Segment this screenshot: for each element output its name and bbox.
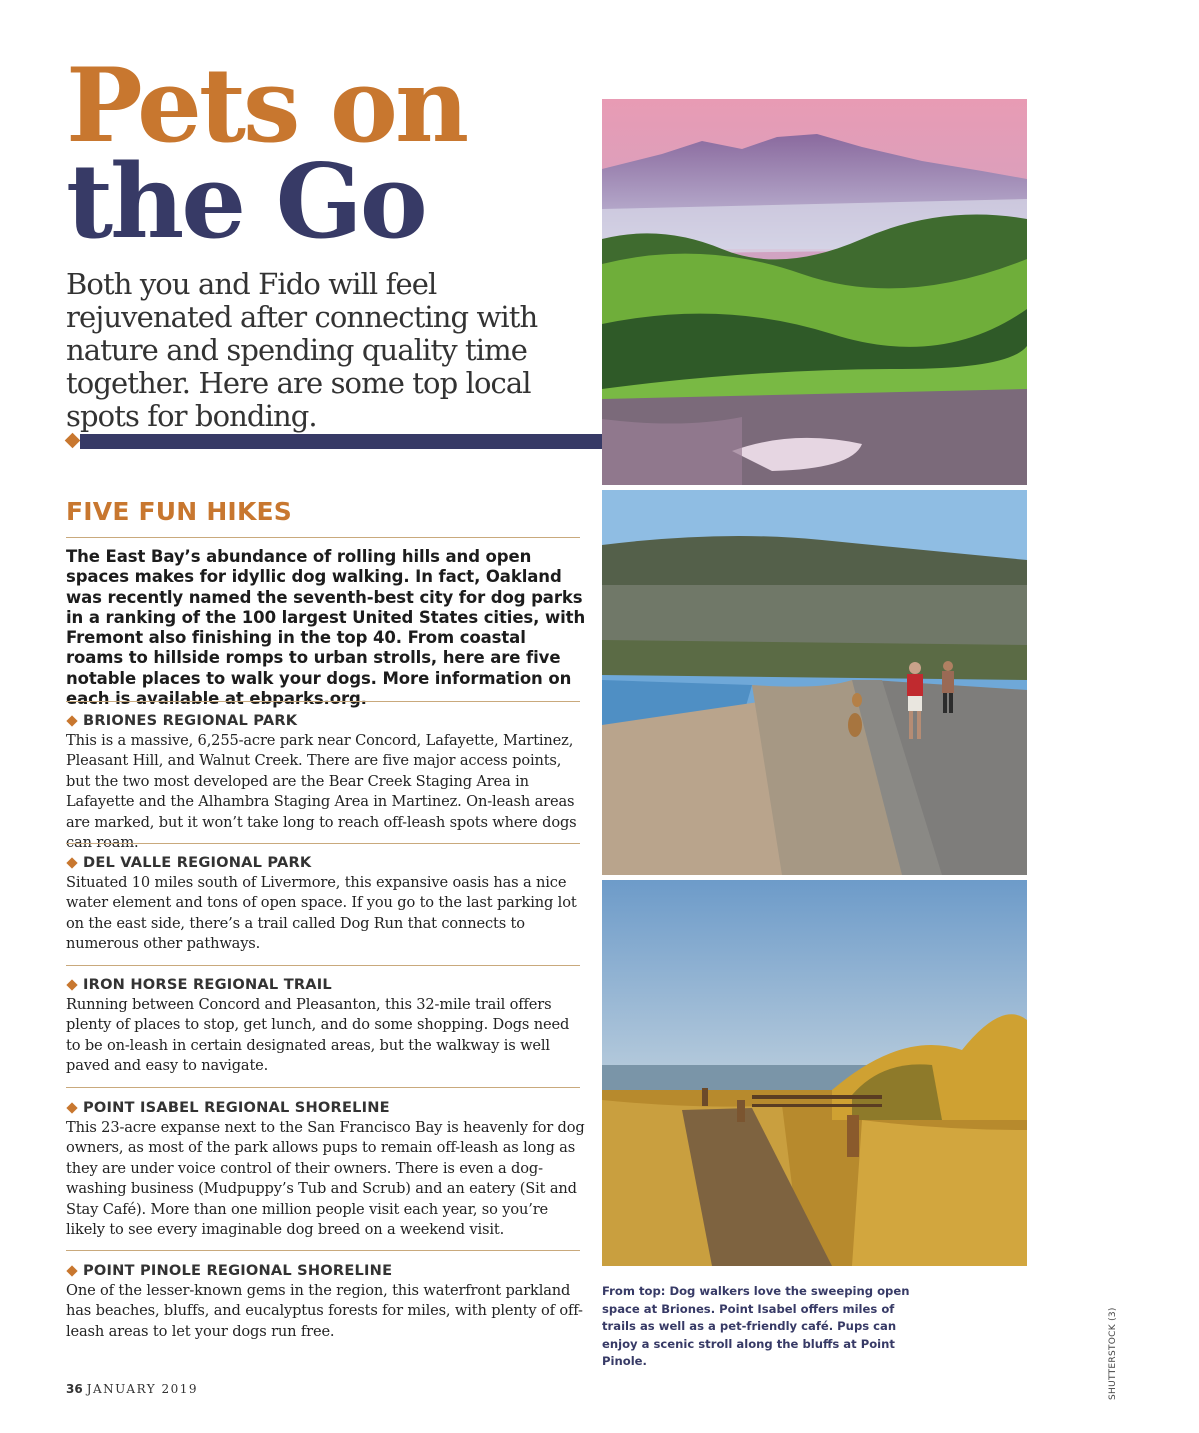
hike-name: IRON HORSE REGIONAL TRAIL [83, 976, 332, 993]
photo-caption: From top: Dog walkers love the sweeping open space at Briones. Point Isabel offers miles of trails as well as a pet-friendly café. Pups can enjoy a scenic stroll along the bluffs at Point Pinole. [602, 1284, 910, 1368]
diamond-bullet-icon [66, 1265, 77, 1276]
divider-bar [80, 434, 602, 449]
divider-line [66, 1250, 580, 1251]
page-number: 36 [66, 1382, 83, 1396]
hike-entry-briones [66, 711, 586, 853]
photo-briones-hills [602, 99, 1027, 485]
photo-point-pinole-bluffs [602, 880, 1027, 1266]
divider-line [66, 1087, 580, 1088]
hike-entry-point-isabel [66, 1098, 586, 1240]
diamond-bullet-icon [66, 715, 77, 726]
hike-heading [66, 975, 586, 995]
page-folio [66, 1382, 198, 1396]
hike-name: DEL VALLE REGIONAL PARK [83, 854, 312, 871]
hike-description: Situated 10 miles south of Livermore, this expansive oasis has a nice water element and tons of open space. If you go to the last parking lot on the east side, there’s a trail called Dog Run that connects to numerous other pathways. [66, 874, 577, 953]
hike-description: One of the lesser-known gems in the region, this waterfront parkland has beaches, bluffs, and eucalyptus forests for miles, with plenty of off-leash areas to let your dogs run free. [66, 1282, 583, 1340]
article-title [66, 46, 467, 262]
hike-entry-iron-horse [66, 975, 586, 1077]
divider-line [66, 843, 580, 844]
divider-diamond [65, 433, 81, 449]
diamond-bullet-icon [66, 1102, 77, 1113]
intro-paragraph: The East Bay’s abundance of rolling hills and open spaces makes for idyllic dog walking. In fact, Oakland was recently named the seventh-best city for dog parks in a ranking of the 100 largest United States cities, with Fremont also finishing in the top 40. From coastal roams to hillside romps to urban strolls, here are five notable places to walk your dogs. More information on each is available at ebparks.org. [66, 547, 586, 709]
hike-description: This is a massive, 6,255-acre park near Concord, Lafayette, Martinez, Pleasant Hill, and Walnut Creek. There are five major access points, but the two most developed are the Bear Creek Staging Area in Lafayette and the Alhambra Staging Area in Martinez. On-leash areas are marked, but it won’t take long to reach off-leash spots where dogs can roam. [66, 732, 577, 852]
hike-description: Running between Concord and Pleasanton, this 32-mile trail offers plenty of places to stop, get lunch, and do some shopping. Dogs need to be on-leash in certain designated areas, but the walkway is well paved and easy to navigate. [66, 996, 570, 1075]
divider-line [66, 701, 580, 702]
hike-heading [66, 1261, 586, 1281]
hike-entry-point-pinole [66, 1261, 586, 1342]
hike-name: POINT PINOLE REGIONAL SHORELINE [83, 1262, 393, 1279]
hike-name: POINT ISABEL REGIONAL SHORELINE [83, 1099, 390, 1116]
diamond-bullet-icon [66, 857, 77, 868]
section-heading: FIVE FUN HIKES [66, 497, 292, 526]
divider-line [66, 965, 580, 966]
hike-heading [66, 853, 586, 873]
hike-heading [66, 1098, 586, 1118]
article-dek: Both you and Fido will feel rejuvenated after connecting with nature and spending quality time together. Here are some top local spots for bonding. [66, 267, 538, 433]
photo-credit: SHUTTERSTOCK (3) [1108, 1307, 1118, 1400]
hike-entry-del-valle [66, 853, 586, 955]
diamond-bullet-icon [66, 979, 77, 990]
divider-line [66, 537, 580, 538]
title-line-2: the Go [66, 142, 425, 262]
title-line-1: Pets on [66, 46, 467, 166]
photo-point-isabel-trail [602, 490, 1027, 875]
issue-date: JANUARY 2019 [86, 1382, 199, 1396]
hike-heading [66, 711, 586, 731]
hike-description: This 23-acre expanse next to the San Francisco Bay is heavenly for dog owners, as most of the park allows pups to remain off-leash as long as they are under voice control of their owners. There is even a dog-washing business (Mudpuppy’s Tub and Scrub) and an eatery (Sit and Stay Café). More than one million people visit each year, so you’re likely to see every imaginable dog breed on a weekend visit. [66, 1119, 585, 1239]
hike-name: BRIONES REGIONAL PARK [83, 712, 298, 729]
